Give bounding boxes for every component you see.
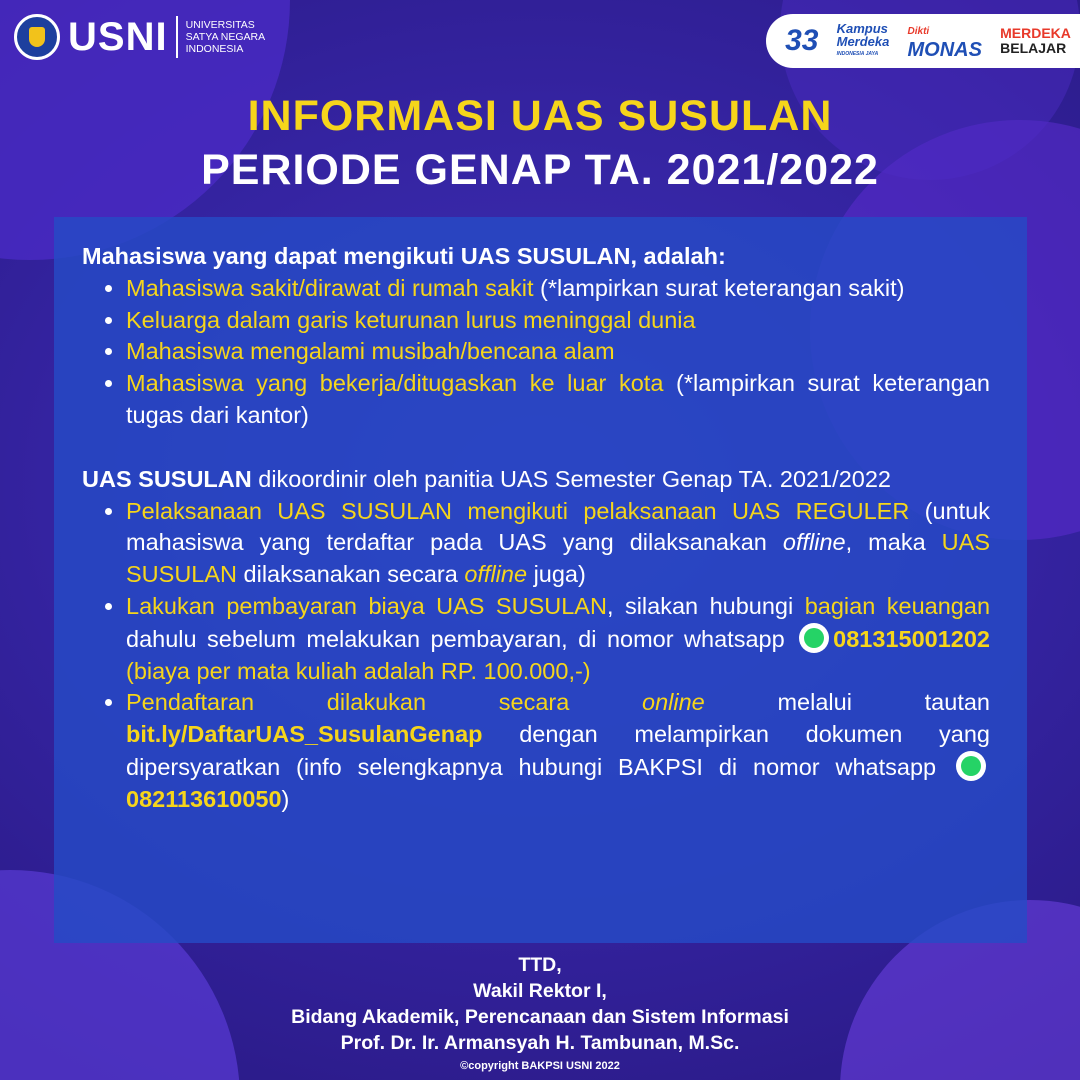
whatsapp-icon [956, 751, 986, 781]
list-item: • Pendaftaran dilakukan secara online melalui tautan bit.ly/DaftarUAS_SusulanGenap dengan melampirkan dokumen yang dipersyaratkan (info selengkapnya hubungi BAKPSI di nomor whatsapp 082113610050) [126, 687, 990, 815]
signature-position: Wakil Rektor I, [473, 980, 607, 1002]
anniversary-logo: 33 [785, 24, 819, 57]
list-item: • Pelaksanaan UAS SUSULAN mengikuti pelaksanaan UAS REGULER (untuk mahasiswa yang terdaftar pada UAS yang dilaksanakan offline, maka UAS SUSULAN dilaksanakan secara offline juga) [126, 496, 990, 591]
university-name [186, 19, 266, 55]
list-item: • Mahasiswa yang bekerja/ditugaskan ke luar kota (*lampirkan surat keterangan tugas dari kantor) [126, 368, 990, 432]
brand-name: USNI [68, 14, 168, 59]
info-card [54, 217, 1027, 943]
list-item: • Keluarga dalam garis keturunan lurus meninggal dunia [126, 305, 990, 337]
copyright: ©copyright BAKPSI USNI 2022 [460, 1060, 620, 1072]
uni-line: SATYA NEGARA [185, 31, 266, 43]
phone-number[interactable]: 082113610050 [126, 785, 282, 812]
title-line-2: PERIODE GENAP TA. 2021/2022 [201, 146, 879, 194]
eligibility-list [82, 273, 990, 432]
university-seal-icon [14, 14, 60, 60]
signature-name: Prof. Dr. Ir. Armansyah H. Tambunan, M.Sc. [340, 1032, 740, 1054]
signature-ttd: TTD, [518, 954, 562, 976]
dikti-monas-logo: Dikti MONAS [907, 26, 982, 61]
procedure-list [82, 496, 990, 816]
signature-department: Bidang Akademik, Perencanaan dan Sistem Informasi [291, 1006, 789, 1028]
section1-heading: Mahasiswa yang dapat mengikuti UAS SUSULAN, adalah: [82, 243, 726, 269]
title-line-1: INFORMASI UAS SUSULAN [247, 92, 833, 140]
whatsapp-icon [799, 623, 829, 653]
usni-logo [14, 14, 265, 60]
list-item: • Mahasiswa mengalami musibah/bencana alam [126, 336, 990, 368]
partner-logos [766, 14, 1080, 68]
uni-line: UNIVERSITAS [185, 19, 255, 31]
registration-link[interactable]: bit.ly/DaftarUAS_SusulanGenap [126, 721, 483, 748]
uni-line: INDONESIA [185, 43, 244, 55]
kampus-merdeka-logo: Kampus Merdeka INDONESIA JAYA [836, 20, 890, 57]
merdeka-belajar-logo: MERDEKA BELAJAR [1000, 25, 1071, 56]
logo-divider [176, 16, 178, 58]
list-item: • Lakukan pembayaran biaya UAS SUSULAN, silakan hubungi bagian keuangan dahulu sebelum melakukan pembayaran, di nomor whatsapp 081315001202 (biaya per mata kuliah adalah RP. 100.000,-) [126, 591, 990, 687]
section2-intro: UAS SUSULAN dikoordinir oleh panitia UAS Semester Genap TA. 2021/2022 [82, 465, 891, 492]
phone-number[interactable]: 081315001202 [833, 625, 990, 652]
list-item: • Mahasiswa sakit/dirawat di rumah sakit (*lampirkan surat keterangan sakit) [126, 273, 990, 305]
